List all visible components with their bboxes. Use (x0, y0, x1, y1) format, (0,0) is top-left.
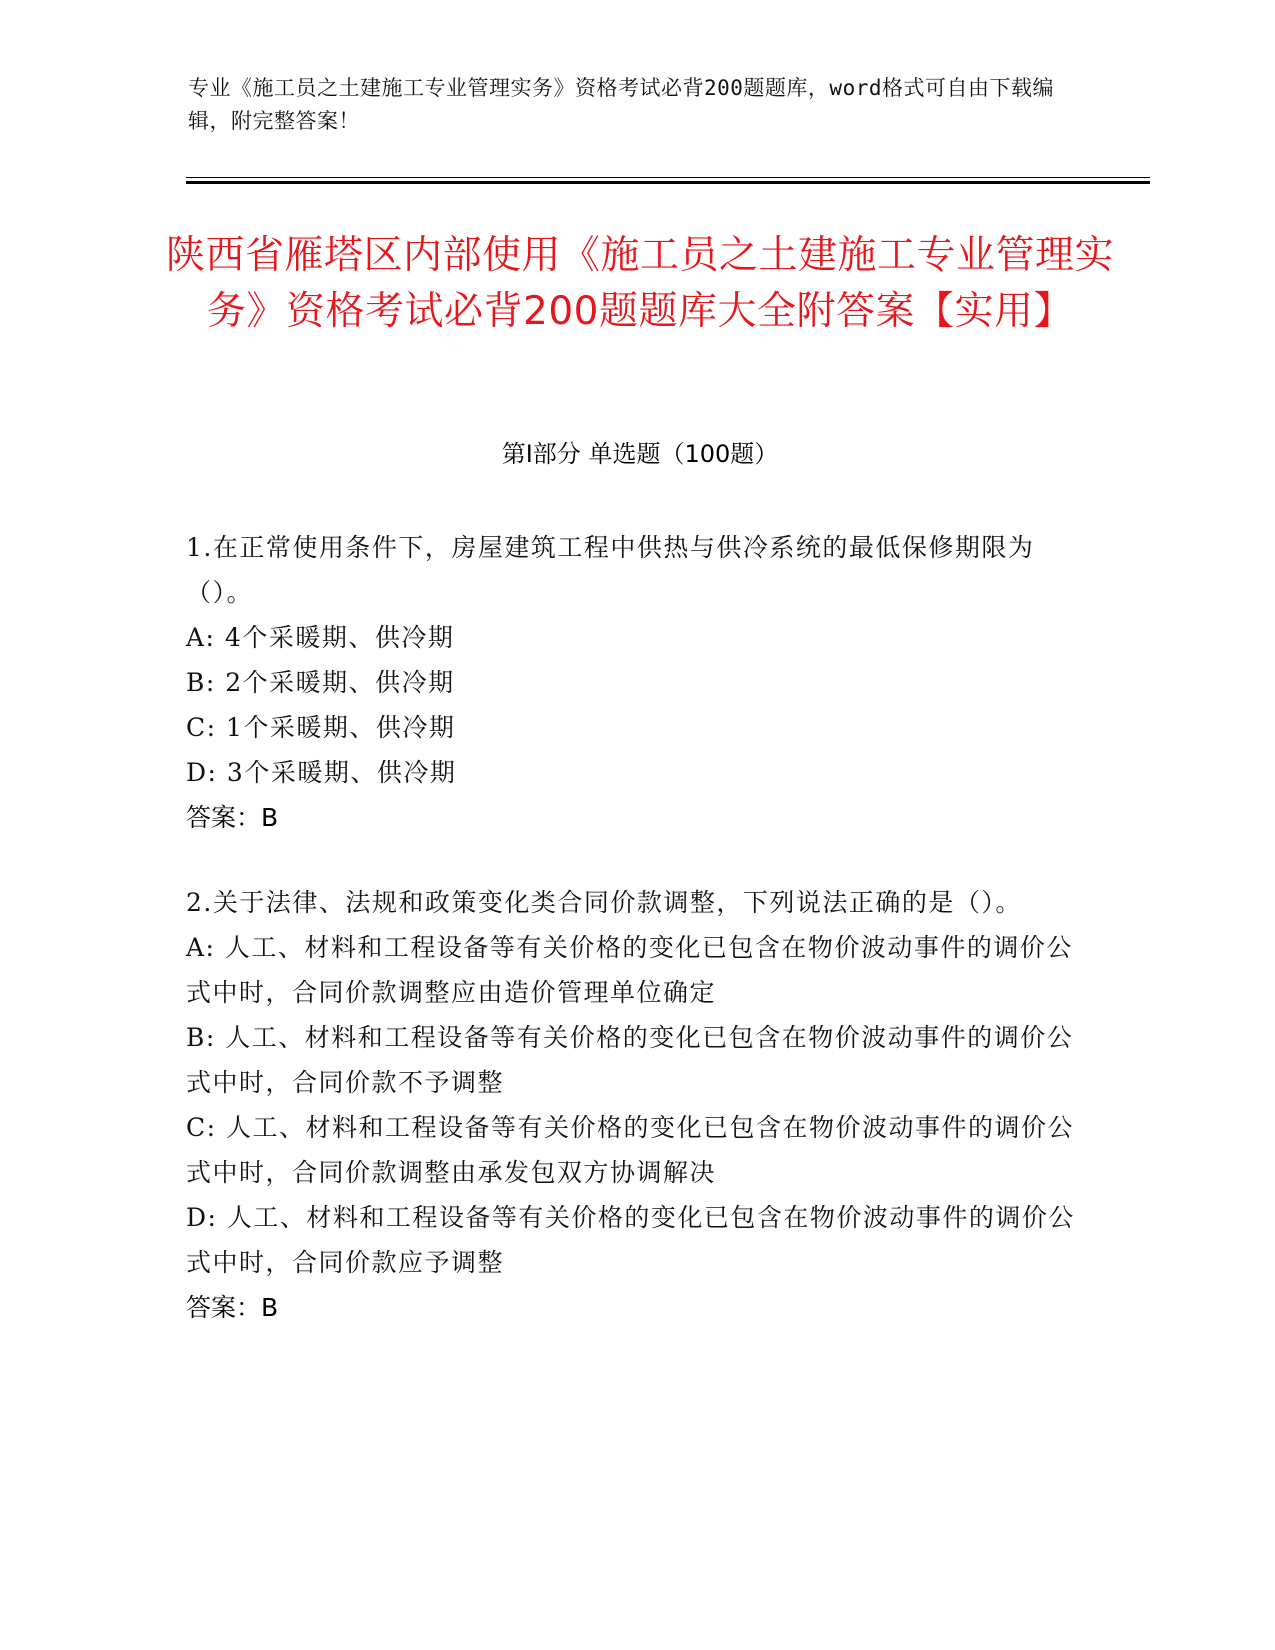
header-divider-thin (186, 177, 1150, 178)
option-c: C: 人工、材料和工程设备等有关价格的变化已包含在物价波动事件的调价公式中时，合同价款调整由承发包双方协调解决 (186, 1113, 1075, 1187)
answer-label: 答案： (186, 1293, 262, 1322)
answer-label: 答案： (186, 803, 262, 832)
option-b: B: 2个采暖期、供冷期 (186, 668, 455, 697)
question-2 (186, 880, 1076, 1330)
question-1 (186, 525, 1076, 840)
option-d: D: 人工、材料和工程设备等有关价格的变化已包含在物价波动事件的调价公式中时，合同价款应予调整 (186, 1203, 1075, 1277)
answer-line (186, 795, 1076, 840)
option-a: A: 4个采暖期、供冷期 (186, 623, 455, 652)
header-divider-thick (186, 181, 1150, 184)
document-title: 陕西省雁塔区内部使用《施工员之土建施工专业管理实务》资格考试必背200题题库大全附答案【实用】 (165, 233, 1114, 334)
answer-value: B (261, 1293, 279, 1322)
option-d: D: 3个采暖期、供冷期 (186, 758, 457, 787)
section-title: 第Ⅰ部分 单选题（100题） (501, 440, 779, 468)
question-stem: 2.关于法律、法规和政策变化类合同价款调整，下列说法正确的是（）。 (186, 888, 1022, 917)
option-b: B: 人工、材料和工程设备等有关价格的变化已包含在物价波动事件的调价公式中时，合同价款不予调整 (186, 1023, 1074, 1097)
option-c: C: 1个采暖期、供冷期 (186, 713, 456, 742)
answer-line (186, 1285, 1076, 1330)
question-list (186, 525, 1076, 1370)
question-stem: 1.在正常使用条件下，房屋建筑工程中供热与供冷系统的最低保修期限为（）。 (186, 533, 1035, 607)
header-note: 专业《施工员之土建施工专业管理实务》资格考试必背200题题库，word格式可自由下载编辑，附完整答案！ (188, 76, 1054, 133)
option-a: A: 人工、材料和工程设备等有关价格的变化已包含在物价波动事件的调价公式中时，合同价款调整应由造价管理单位确定 (186, 933, 1073, 1007)
answer-value: B (261, 803, 279, 832)
